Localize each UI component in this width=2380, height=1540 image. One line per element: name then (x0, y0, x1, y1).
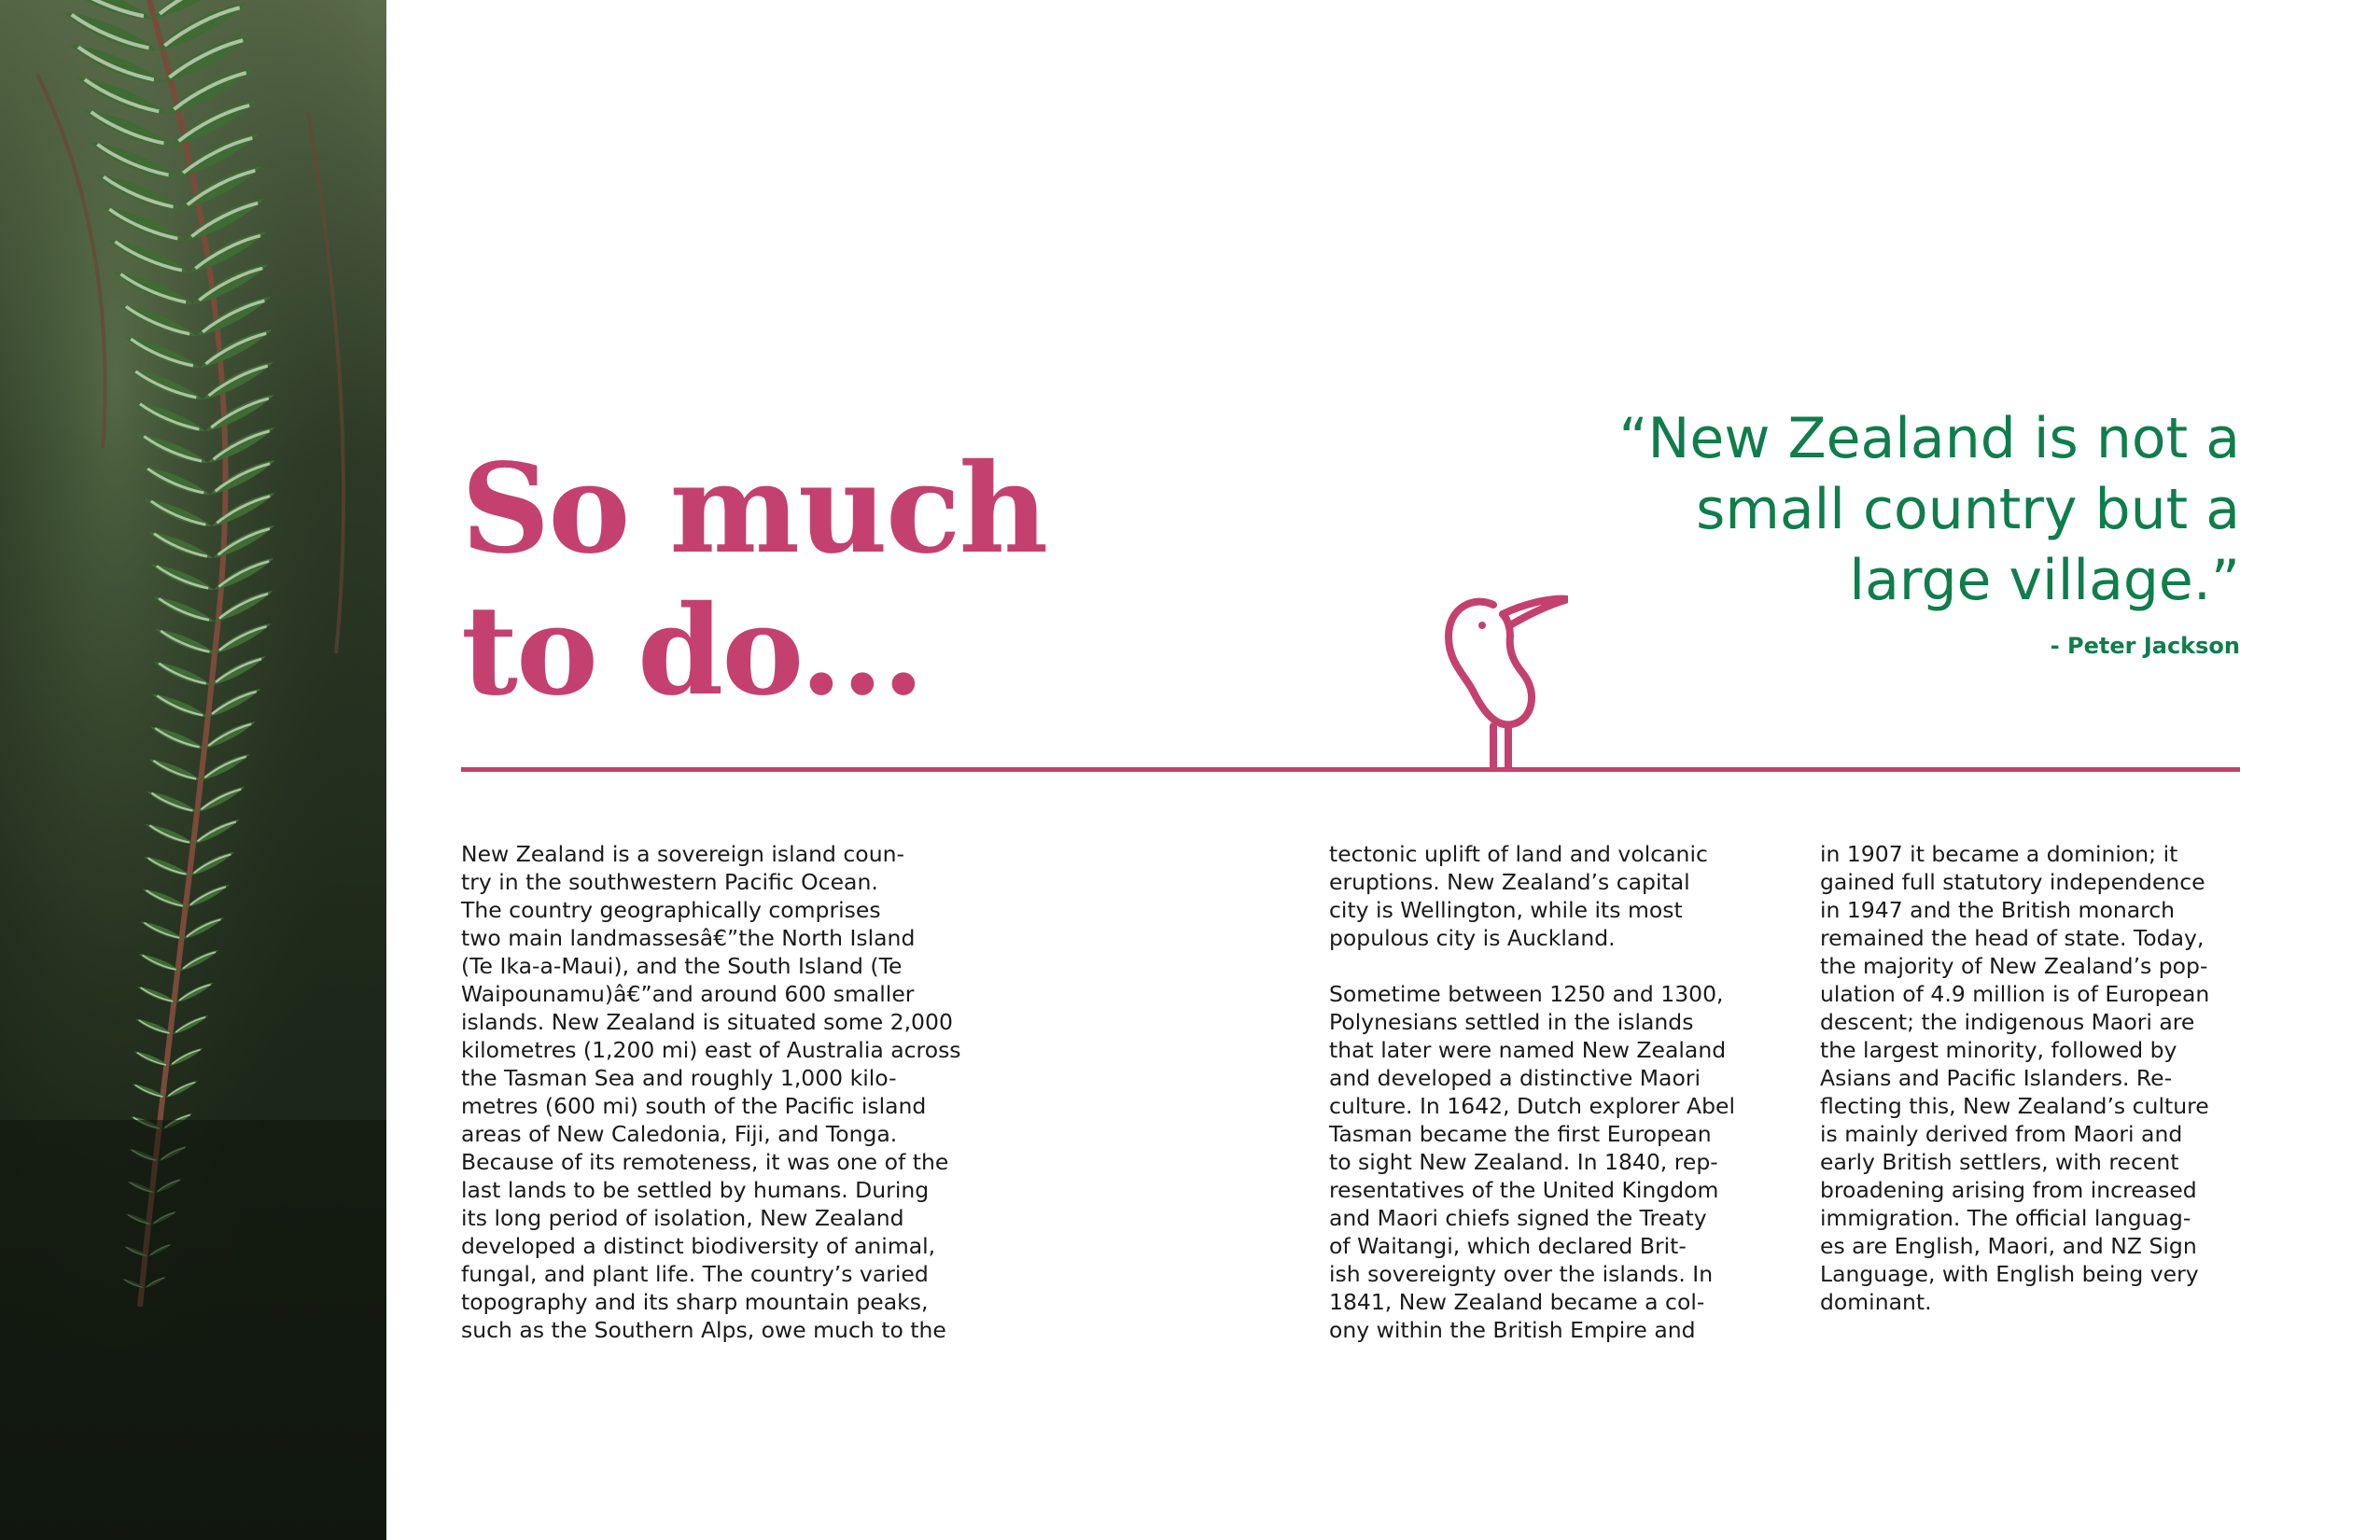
kiwi-bird-icon (1428, 588, 1568, 775)
headline (461, 439, 1114, 722)
fern-photo (0, 0, 386, 1540)
headline-line-1: So much (461, 437, 1047, 581)
quote-author: - Peter Jackson (2050, 633, 2240, 659)
divider-line (461, 767, 2240, 772)
body-column-2: tectonic uplift of land and volcanic eruptions. New Zealand’s capital city is Wellington, while its most populous city is Auckland. Sometime between 1250 and 1300, Polynesians settled in the islands that later were named New Zealand and developed a distinctive Maori culture. In 1642, Dutch explorer Abel Tasman became the first European to sight New Zealand. In 1840, rep- resentatives of the United Kingdom and Maori chiefs signed the Treaty of Waitangi, which declared Brit- ish sovereignty over the islands. In 1841, New Zealand became a col- ony within the British Empire and (1329, 841, 1736, 1343)
fern-illustration (0, 0, 386, 1540)
headline-line-2: to do... (461, 579, 923, 723)
body-column-1: New Zealand is a sovereign island coun- try in the southwestern Pacific Ocean. The country geographically comprises two main landmassesâ€”the North Island (Te Ika-a-Maui), and the South Island (Te Waipounamu)â€”and around 600 smaller islands. New Zealand is situated some 2,000 kilometres (1,200 mi) east of Australia across the Tasman Sea and roughly 1,000 kilo- metres (600 mi) south of the Pacific island areas of New Caledonia, Fiji, and Tonga. Because of its remoteness, it was one of the last lands to be settled by humans. During its long period of isolation, New Zealand developed a distinct biodiversity of animal, fungal, and plant life. The country’s varied topography and its sharp mountain peaks, such as the Southern Alps, owe much to the (461, 841, 961, 1343)
body-column-3: in 1907 it became a dominion; it gained full statutory independence in 1947 and the British monarch remained the head of state. Today, the majority of New Zealand’s pop- ulation of 4.9 million is of European descent; the indigenous Maori are the largest minority, followed by Asians and Pacific Islanders. Re- flecting this, New Zealand’s culture is mainly derived from Maori and early British settlers, with recent broadening arising from increased immigration. The official languag- es are English, Maori, and NZ Sign Language, with English being very dominant. (1820, 841, 2210, 1315)
pull-quote: “New Zealand is not a small country but a large village.” (1618, 406, 2240, 613)
